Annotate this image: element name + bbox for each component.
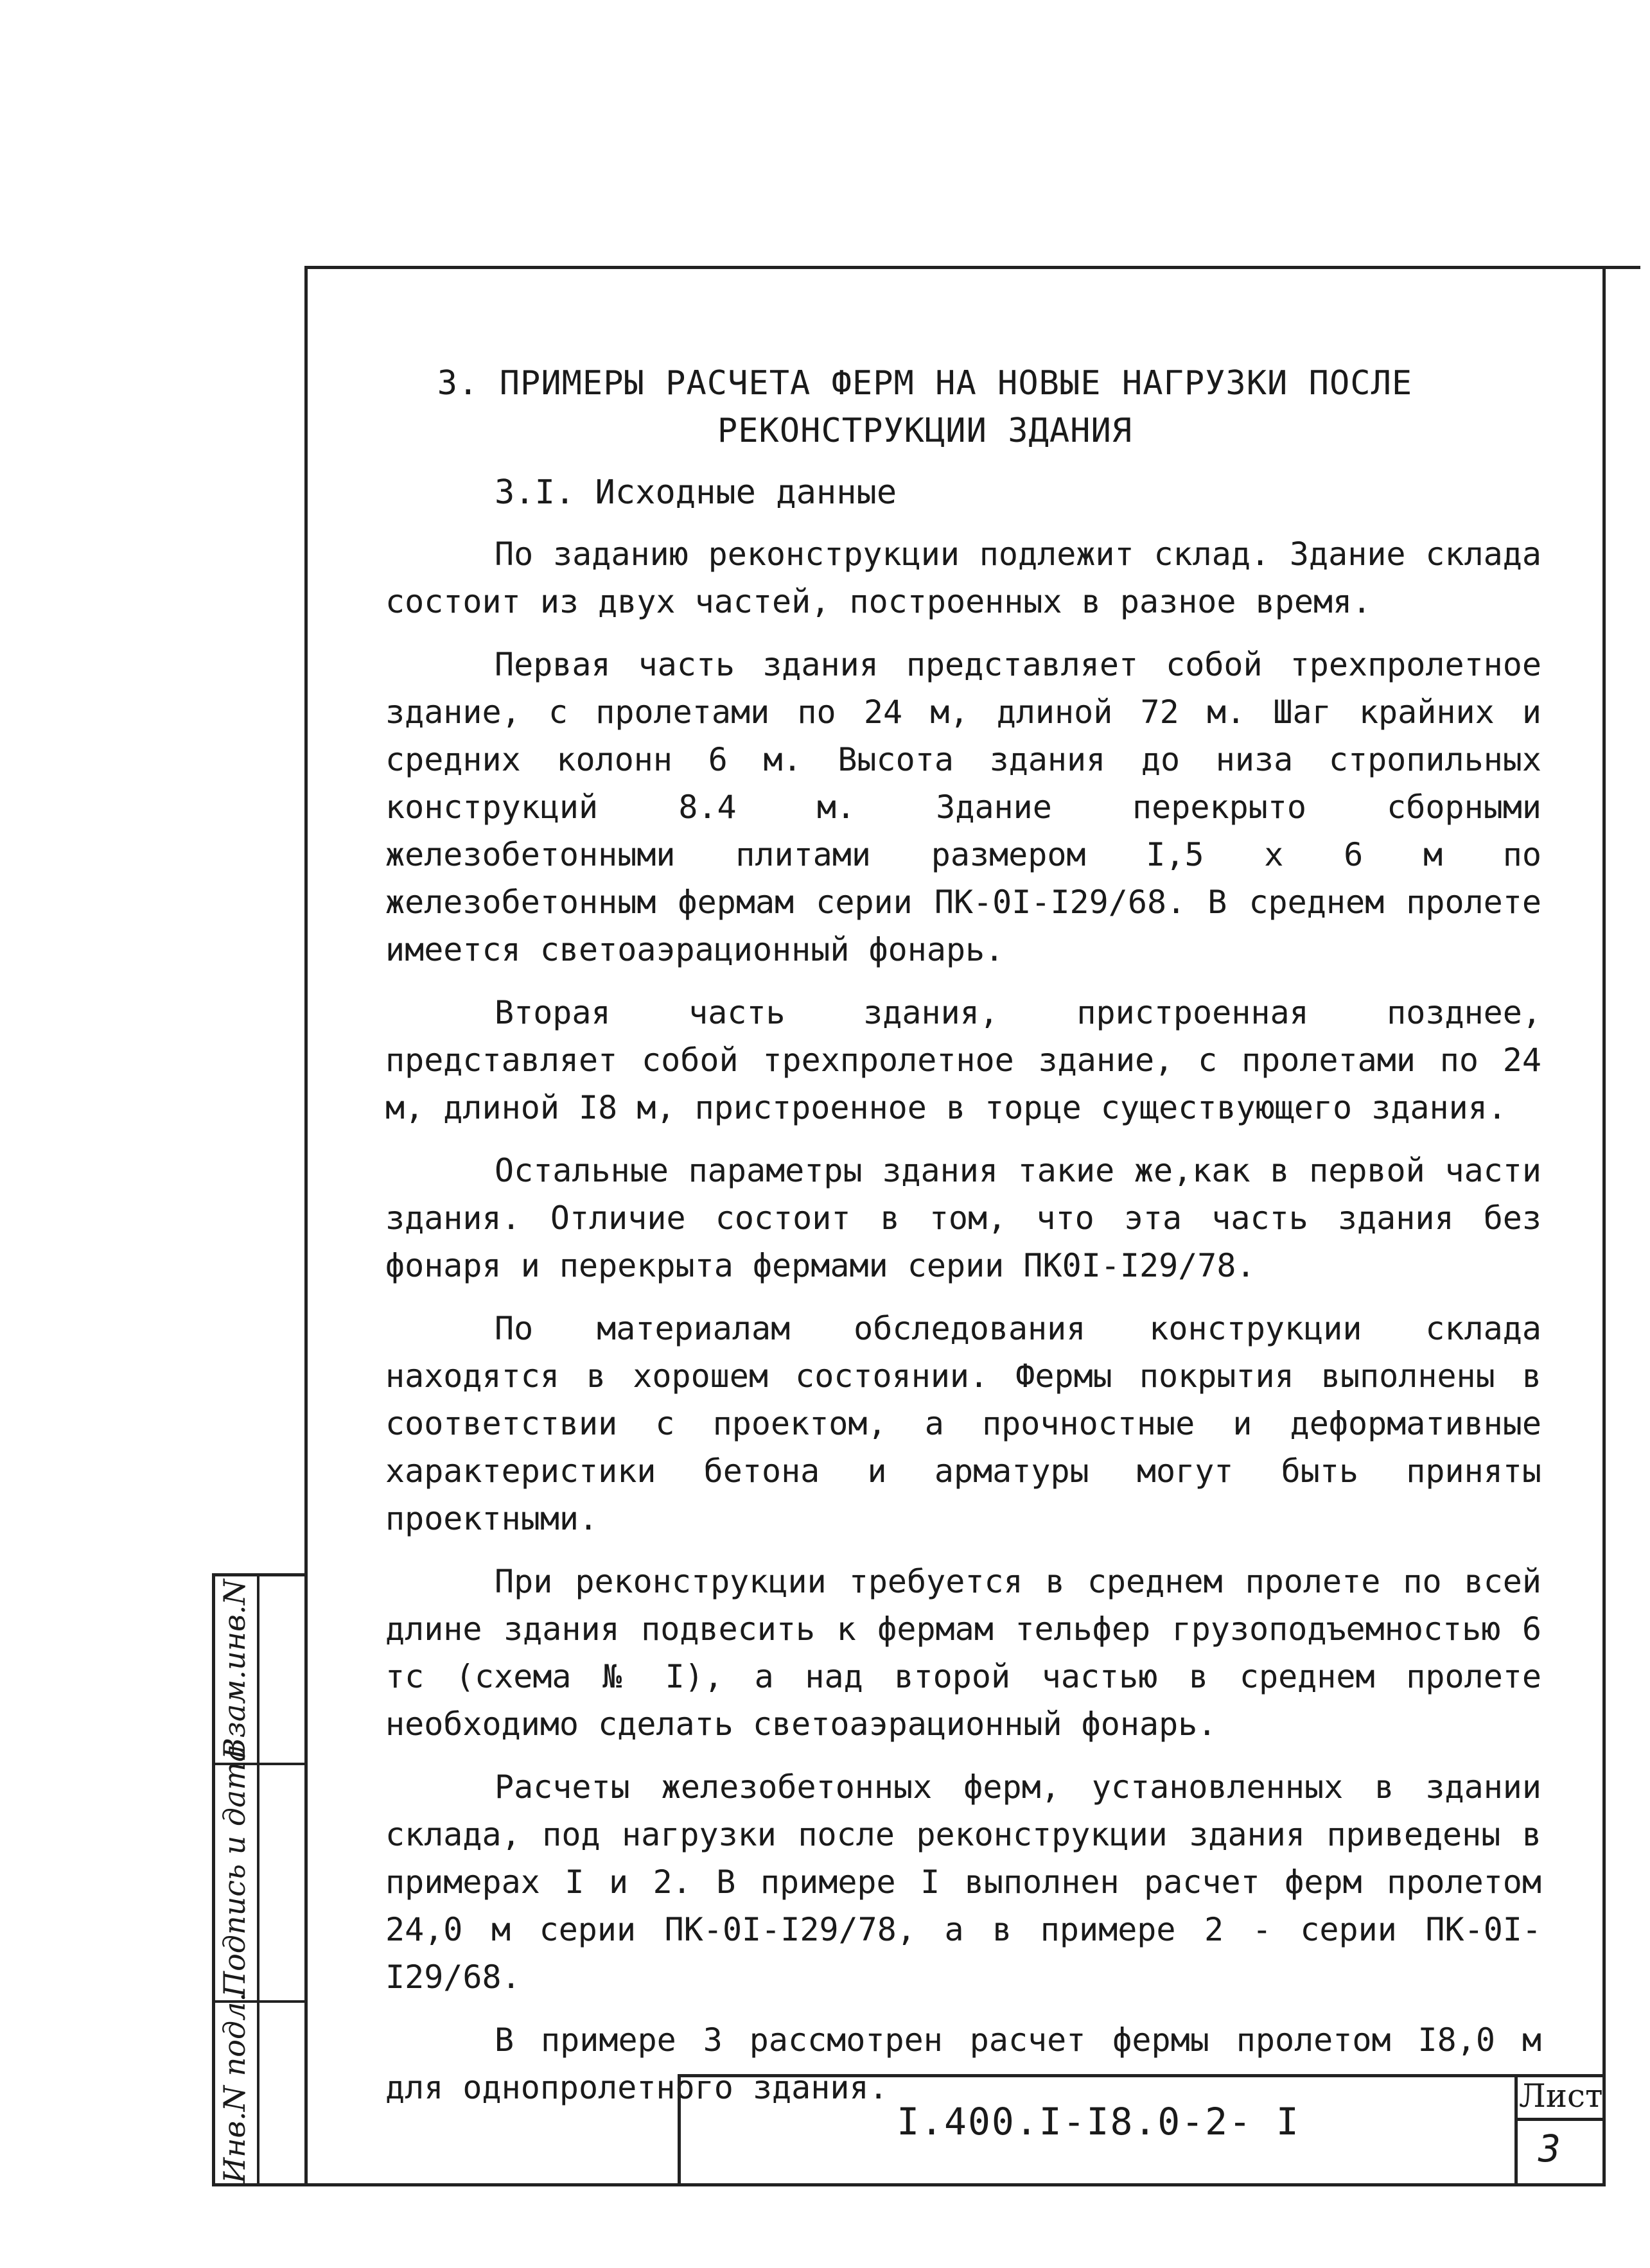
- paragraph: Первая часть здания представляет собой трехпролетное здание, с пролетами по 24 м, длиной 72 м. Шаг крайних и средних колонн 6 м. Высота здания до низа стропильных конструкций 8.4 м. Здание перекрыто сборными железобетонными плитами размером I,5 х 6 м по железобетонным фермам серии ПК-0I-I29/68. В среднем пролете имеется светоаэрационный фонарь.: [385, 646, 1541, 968]
- section-heading-line-1: 3. ПРИМЕРЫ РАСЧЕТА ФЕРМ НА НОВЫЕ НАГРУЗКИ ПОСЛЕ: [437, 364, 1413, 403]
- paragraph: Остальные параметры здания такие же,как в первой части здания. Отличие состоит в том, что эта часть здания без фонаря и перекрыта фермами серии ПК0I-I29/78.: [385, 1152, 1541, 1284]
- section-heading: [385, 360, 1464, 455]
- frame-left-border: [304, 266, 308, 2186]
- paragraph: В примере 3 рассмотрен расчет фермы пролетом I8,0 м для однопролетного здания.: [385, 2021, 1541, 2106]
- subsection-heading: 3.I. Исходные данные: [495, 473, 897, 512]
- document-code: I.400.I-I8.0-2- I: [897, 2100, 1300, 2143]
- paragraph: По материалам обследования конструкции склада находятся в хорошем состоянии. Фермы покрытия выполнены в соответствии с проектом, а прочностные и деформативные характеристики бетона и арматуры могут быть приняты проектными.: [385, 1310, 1541, 1537]
- stamp-original-inventory-label: Инв.N подл.: [217, 1992, 252, 2183]
- frame-top-border: [304, 266, 1640, 269]
- sheet-number: 3: [1538, 2127, 1561, 2170]
- paragraph: При реконструкции требуется в среднем пролете по всей длине здания подвесить к фермам тельфер грузоподъемностью 6 тс (схема № I), а над второй частью в среднем пролете необходимо сделать светоаэрационный фонарь.: [385, 1563, 1541, 1743]
- stamp-replacement-inventory-label: Взам.инв.N: [217, 1579, 252, 1759]
- document-body: [385, 360, 1606, 2127]
- paragraph: Вторая часть здания, пристроенная позднее, представляет собой трехпролетное здание, с пролетами по 24 м, длиной I8 м, пристроенное в торце существующего здания.: [385, 994, 1541, 1126]
- stamp-signature-date-label: Подпись и дата: [217, 1744, 252, 1997]
- stamp-divider: [257, 1573, 259, 2186]
- paragraph: Расчеты железобетонных ферм, установленных в здании склада, под нагрузки после реконструкции здания приведены в примерах I и 2. В примере I выполнен расчет ферм пролетом 24,0 м серии ПК-0I-I29/78, а в примере 2 - серии ПК-0I-I29/68.: [385, 1768, 1541, 1996]
- paragraph: По заданию реконструкции подлежит склад. Здание склада состоит из двух частей, построенных в разное время.: [385, 536, 1541, 620]
- frame-bottom-border: [212, 2183, 1606, 2186]
- sheet-divider: [1514, 2118, 1602, 2121]
- section-heading-line-2: РЕКОНСТРУКЦИИ ЗДАНИЯ: [717, 412, 1133, 450]
- sheet-label: Лист: [1519, 2077, 1603, 2115]
